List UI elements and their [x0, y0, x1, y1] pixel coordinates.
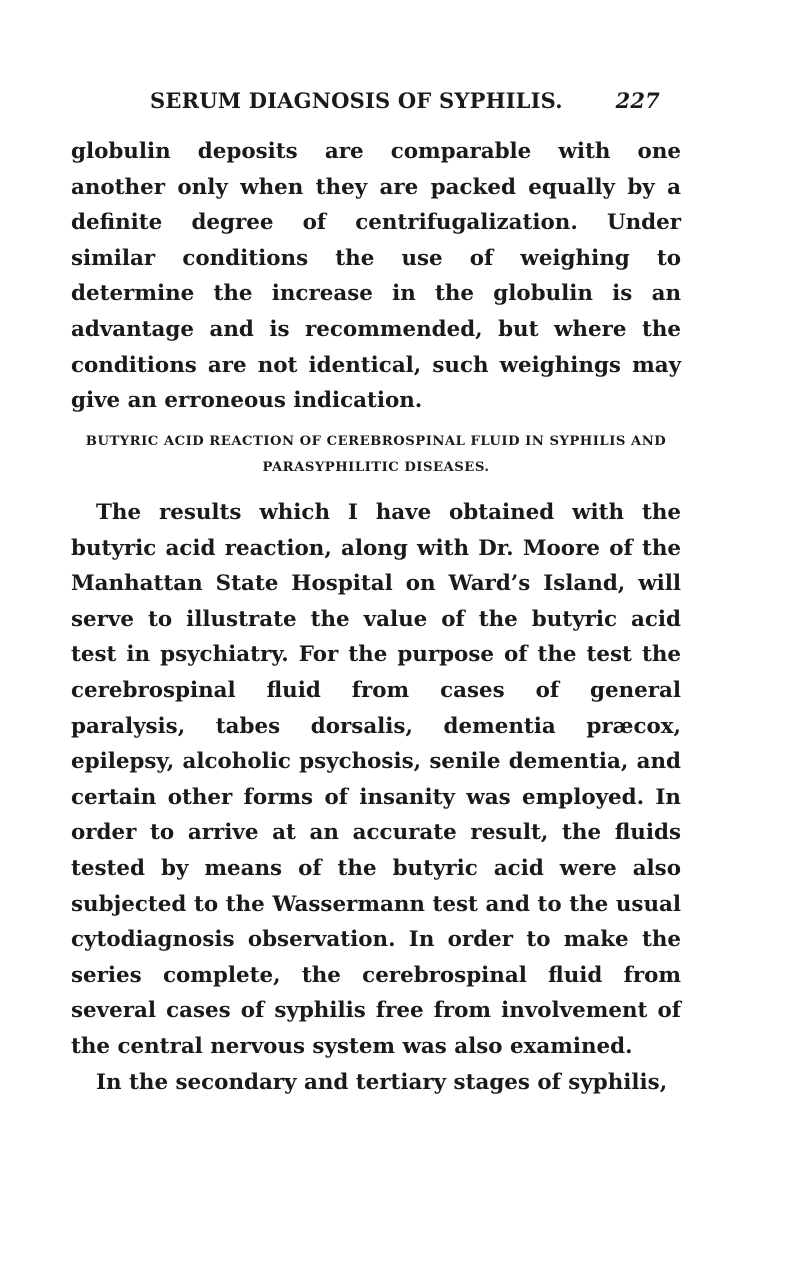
page-number: 227 — [615, 88, 660, 113]
section-heading: BUTYRIC ACID REACTION OF CEREBROSPINAL FLUID IN SYPHILIS AND PARASYPHILITIC DISEASES. — [85, 434, 667, 475]
paragraph-butyric-acid-results: The results which I have obtained with the butyric acid reaction, along with Dr. Moore of the Manhattan State Hospital on Ward’s Island, will serve to illustrate the value of the butyric acid test in psychiatry. For the purpose of the test the cerebrospinal fluid from cases of general paralysis, tabes dorsalis, dementia præcox, epilepsy, alcoholic psychosis, senile dementia, and certain other forms of insanity was employed. In order to arrive at an accurate result, the fluids tested by means of the butyric acid were also subjected to the Wassermann test and to the usual cytodiagnosis observation. In order to make the series complete, the cerebrospinal fluid from several cases of syphilis free from involvement of the central nervous system was also examined. — [71, 500, 681, 1059]
paragraph-globulin-deposits: globulin deposits are comparable with one another only when they are packed equally by a definite degree of centrifugalization. Under similar conditions the use of weighing to determine the increase in the globulin is an advantage and is recommended, but where the conditions are not identical, such weighings may give an erroneous indication. — [71, 139, 681, 414]
running-head-title: SERUM DIAGNOSIS OF SYPHILIS. — [150, 88, 563, 113]
paragraph-secondary-tertiary: In the secondary and tertiary stages of syphilis, — [96, 1070, 668, 1095]
